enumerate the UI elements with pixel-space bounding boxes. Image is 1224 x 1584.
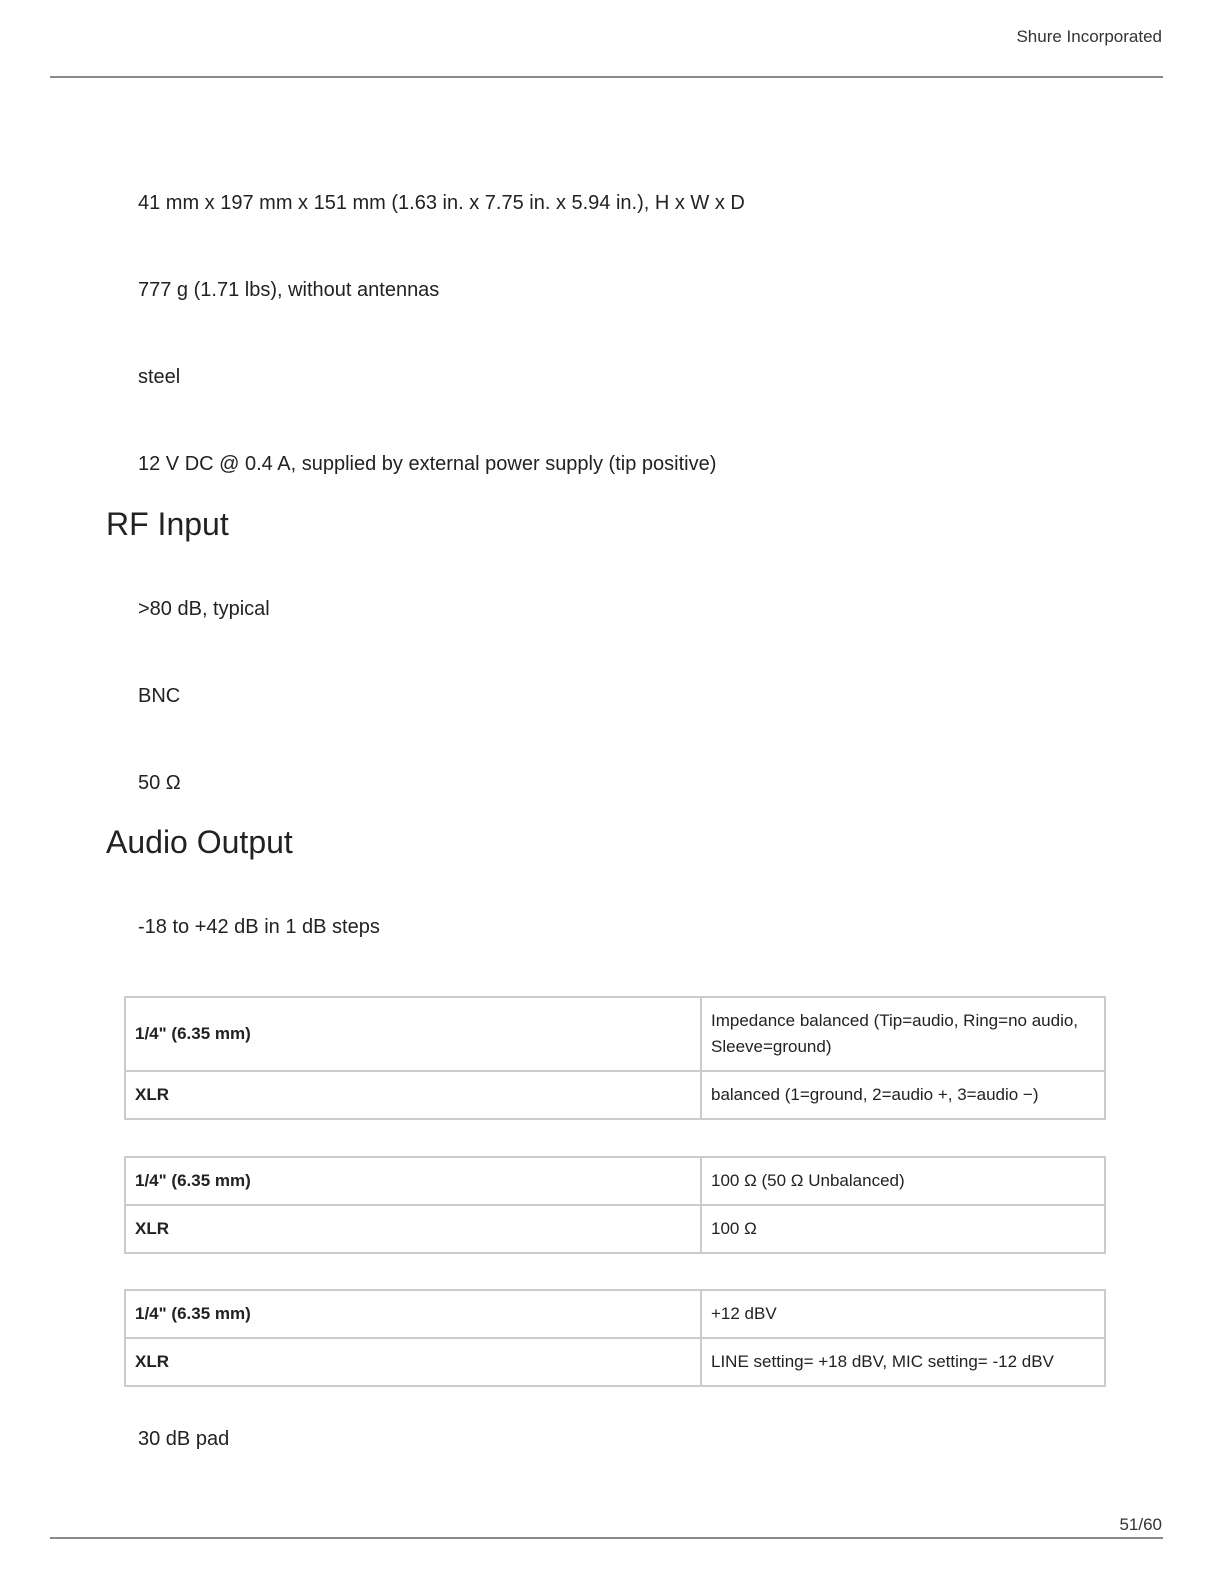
table-row: [125, 1157, 1105, 1205]
table-cell-value: Impedance balanced (Tip=audio, Ring=no audio, Sleeve=ground): [701, 997, 1105, 1071]
table-row: [125, 1071, 1105, 1119]
rf-input-heading: RF Input: [106, 506, 229, 542]
table-cell-label: XLR: [125, 1338, 701, 1386]
header-divider: [50, 76, 1163, 78]
audio-output-heading: Audio Output: [106, 824, 293, 860]
rf-spec-connector: BNC: [138, 685, 181, 707]
table-row: [125, 1338, 1105, 1386]
table-cell-label: XLR: [125, 1205, 701, 1253]
table-cell-label: 1/4" (6.35 mm): [125, 997, 701, 1071]
table-cell-value: LINE setting= +18 dBV, MIC setting= -12 dBV: [701, 1338, 1105, 1386]
configuration-table: [124, 996, 1106, 1120]
power-spec: 12 V DC @ 0.4 A, supplied by external power supply (tip positive): [138, 453, 717, 475]
table-cell-value: 100 Ω (50 Ω Unbalanced): [701, 1157, 1105, 1205]
table-row: [125, 1205, 1105, 1253]
table-cell-value: 100 Ω: [701, 1205, 1105, 1253]
table-cell-label: 1/4" (6.35 mm): [125, 1290, 701, 1338]
page-number: 51/60: [1119, 1515, 1162, 1534]
table-cell-label: XLR: [125, 1071, 701, 1119]
impedance-table: [124, 1156, 1106, 1254]
table-cell-value: +12 dBV: [701, 1290, 1105, 1338]
pad-spec: 30 dB pad: [138, 1428, 230, 1450]
table-row: [125, 1290, 1105, 1338]
housing-spec: steel: [138, 366, 181, 388]
table-cell-label: 1/4" (6.35 mm): [125, 1157, 701, 1205]
gain-spec: -18 to +42 dB in 1 dB steps: [138, 916, 380, 938]
header-company-name: Shure Incorporated: [1016, 27, 1162, 46]
table-row: [125, 997, 1105, 1071]
footer-divider: [50, 1537, 1163, 1539]
table-cell-value: balanced (1=ground, 2=audio +, 3=audio −): [701, 1071, 1105, 1119]
dimensions-spec: 41 mm x 197 mm x 151 mm (1.63 in. x 7.75 in. x 5.94 in.), H x W x D: [138, 192, 745, 214]
weight-spec: 777 g (1.71 lbs), without antennas: [138, 279, 440, 301]
rf-spec-impedance: 50 Ω: [138, 772, 181, 794]
rf-spec-typical: >80 dB, typical: [138, 598, 270, 620]
max-output-table: [124, 1289, 1106, 1387]
